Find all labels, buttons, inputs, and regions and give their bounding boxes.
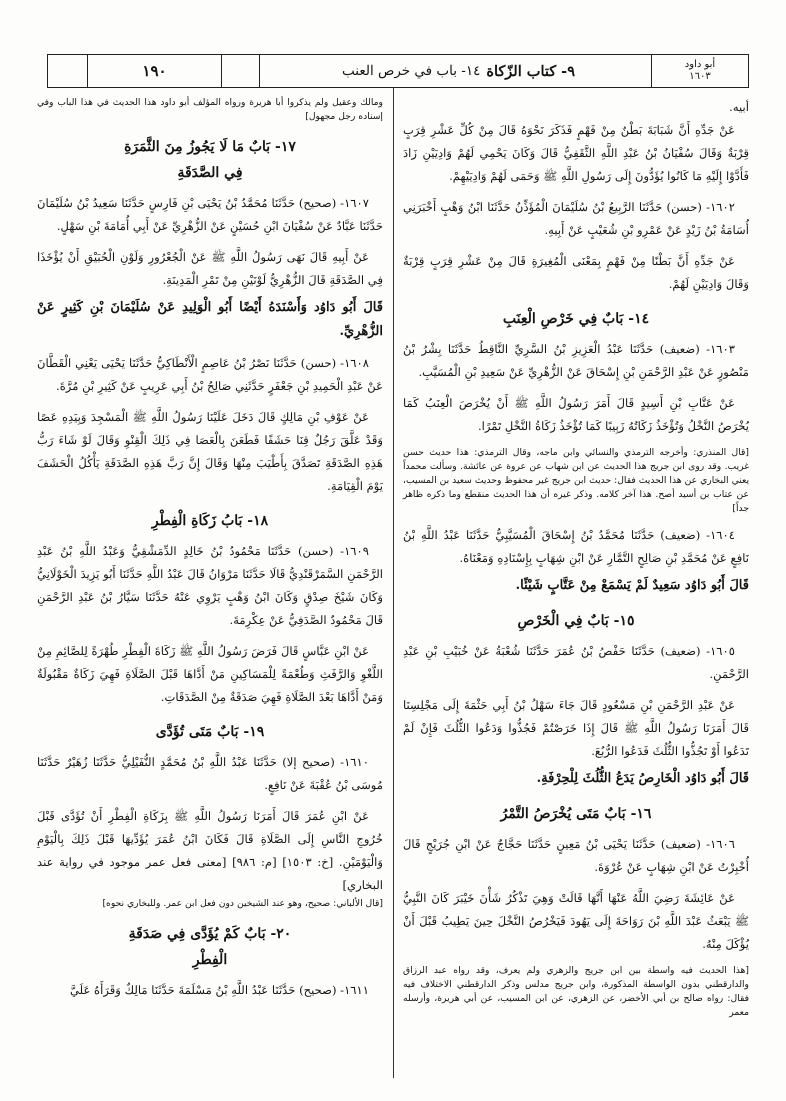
hadith-1603: ١٦٠٣- (ضعيف) حَدَّثَنَا عَبْدُ الْعَزِيزِ بْنُ السَّرِيِّ النَّاقِطُ حَدَّثَنَا بِشْرُ بْنُ مَنْصُورٍ عَنْ عَبْدِ الرَّحْمَنِ بْنِ إِسْحَاقَ عَنْ الزُّهْرِيِّ عَنْ سَعِيدِ بْنِ الْمُسَيَّبِ. [403, 342, 749, 379]
footnote-1603: [قال المنذري: وأخرجه الترمذي والنسائي وابن ماجه، وقال الترمذي: هذا حديث حسن غريب. وقد روى ابن جريج هذا الحديث عن ابن شهاب عن عروة عن عائشة. وسألت محمداً يعني البخاري عن هذا الحديث فقال: حديث ابن جريج غير محفوظ وحديث سعيد بن المسيب، عن عتاب بن أسيد أصح. هذا آخر كلامه. وذكر غيره أن هذا الحديث منقطع وما ذكره ظاهر جداً] [403, 447, 749, 514]
hadith-1605-matn: عَنْ عَبْدِ الرَّحْمَنِ بْنِ مَسْعُودٍ قَالَ جَاءَ سَهْلُ بْنُ أَبِي حَثْمَةَ إِلَى مَجْلِسِنَا قَالَ أَمَرَنَا رَسُولُ اللَّهِ ﷺ قَالَ إِذَا خَرَصْتُمْ فَجُذُّوا وَدَعُوا الثُّلُثَ فَإِنْ لَمْ تَدَعُوا أَوْ تَجُذُّوا الثُّلُثَ فَدَعُوا الرُّبُعَ. [403, 698, 749, 758]
abu-dawud-comment: قَالَ أَبُو دَاوُد سَعِيدٌ لَمْ يَسْمَعْ مِنْ عَتَّابٍ شَيْئًا. [515, 578, 749, 593]
hadith-1609: ١٦٠٩- (حسن) حَدَّثَنَا مَحْمُودُ بْنُ خَالِدٍ الدِّمَشْقِيُّ وَعَبْدُ اللَّهِ بْنُ عَبْدِ الرَّحْمَنِ السَّمَرْقَنْدِيُّ قَالَا حَدَّثَنَا مَرْوَانُ قَالَ عَبْدُ اللَّهِ حَدَّثَنَا أَبُو يَزِيدَ الْخَوْلَانِيُّ وَكَانَ شَيْخَ صِدْقٍ وَكَانَ ابْنُ وَهْبٍ يَرْوِي عَنْهُ حَدَّثَنَا سَيَّارُ بْنُ عَبْدِ الرَّحْمَنِ قَالَ مَحْمُودٌ الصَّدَفِيُّ عَنْ عِكْرِمَةَ. [37, 544, 383, 627]
hadith-1607-matn: عَنْ أَبِيهِ قَالَ نَهَى رَسُولُ اللَّهِ ﷺ عَنْ الْجُعْرُورِ وَلَوْنِ الْحُبَيْقِ أَنْ يُؤْخَذَا فِي الصَّدَقَةِ قَالَ الزُّهْرِيُّ لَوْنَيْنِ مِنْ تَمْرِ الْمَدِينَةِ. [37, 250, 383, 287]
text-paragraph: عَنْ جَدِّهِ أَنَّ شَبَابَةَ بَطْنٌ مِنْ فَهْمٍ فَذَكَرَ نَحْوَهُ قَالَ مِنْ كُلِّ عَشْرِ قِرَبٍ قِرْبَةٌ وَقَالَ سُفْيَانُ بْنُ عَبْدِ اللَّهِ الثَّقَفِيُّ قَالَ وَكَانَ يَحْمِي لَهُمْ وَادِيَيْنِ زَادَ فَأَدَّوْا إِلَيْهِ مَا كَانُوا يُؤَدُّونَ إِلَى رَسُولِ اللَّهِ ﷺ وَحَمَى لَهُمْ وَادِيَيْهِمْ. [403, 123, 749, 183]
chapter-heading-17: ١٧- بَابٌ مَا لَا يَجُوزُ مِنَ الثَّمَرَةِ [124, 139, 296, 155]
hadith-1604: ١٦٠٤- (ضعيف) حَدَّثَنَا مُحَمَّدُ بْنُ إِسْحَاقَ الْمُسَيَّبِيُّ حَدَّثَنَا عَبْدُ اللَّهِ بْنُ نَافِعٍ عَنْ مُحَمَّدِ بْنِ صَالِحٍ التَّمَّارِ عَنْ ابْنِ شِهَابٍ بِإِسْنَادِهِ وَمَعْنَاهُ. [403, 528, 749, 565]
hadith-1606-matn: عَنْ عَائِشَةَ رَضِيَ اللَّهُ عَنْهَا أَنَّهَا قَالَتْ وَهِيَ تَذْكُرُ شَأْنَ خَيْبَرَ كَانَ النَّبِيُّ ﷺ يَبْعَثُ عَبْدَ اللَّهِ بْنَ رَوَاحَةَ إِلَى يَهُودَ فَيَخْرُصُ النَّخْلَ حِينَ يَطِيبُ قَبْلَ أَنْ يُؤْكَلَ مِنْهُ. [403, 891, 749, 951]
chapter-section-title: ١٤- باب في خرص العنب [342, 63, 481, 79]
abu-dawud-comment: قَالَ أَبُو دَاوُد الْخَارِصُ يَدَعُ الثُّلُثَ لِلْحِرْفَةِ. [536, 771, 749, 786]
hadith-range: ١٦٠٣ [689, 71, 711, 82]
footnote-continued: ومالك وعقيل ولم يذكروا أبا هريرة ورواه المؤلف أبو داود هذا الحديث في هذا الباب وفي إسناده رجل مجهول] [37, 97, 383, 122]
book-info [652, 55, 748, 87]
left-column [37, 96, 383, 1002]
hadith-1609-matn: عَنْ ابْنِ عَبَّاسٍ قَالَ فَرَضَ رَسُولُ اللَّهِ ﷺ زَكَاةَ الْفِطْرِ طُهْرَةً لِلصَّائِمِ مِنْ اللَّغْوِ وَالرَّفَثِ وَطُعْمَةً لِلْمَسَاكِينِ مَنْ أَدَّاهَا قَبْلَ الصَّلَاةِ فَهِيَ زَكَاةٌ مَقْبُولَةٌ وَمَنْ أَدَّاهَا بَعْدَ الصَّلَاةِ فَهِيَ صَدَقَةٌ مِنْ الصَّدَقَاتِ. [37, 644, 383, 704]
header-empty-cell [222, 55, 260, 87]
hadith-1607: ١٦٠٧- (صحيح) حَدَّثَنَا مُحَمَّدُ بْنُ يَحْيَى بْنِ فَارِسٍ حَدَّثَنَا سَعِيدُ بْنُ سُلَيْمَانَ حَدَّثَنَا عَبَّادٌ عَنْ سُفْيَانَ ابْنِ حُسَيْنٍ عَنْ الزُّهْرِيِّ عَنْ أَبِي أُمَامَةَ بْنِ سَهْلٍ. [37, 196, 383, 233]
page-number: ١٩٠ [88, 55, 222, 87]
chapter-heading-14: ١٤- بَابٌ فِي خَرْصِ الْعِنَبِ [502, 311, 650, 327]
running-title [260, 55, 652, 87]
book-name: أبو داود [684, 59, 716, 70]
book-chapter-title: ٩- كتاب الزّكاة [486, 62, 575, 80]
chapter-heading-16: ١٦- بَابٌ مَتَى يُخْرَصُ التَّمْرُ [500, 806, 652, 822]
footnote-1610: [قال الألباني: صحيح، وهو عند الشيخين دون فعل ابن عمر. وللبخاري نحوه] [102, 898, 383, 909]
chapter-heading-20-cont: الْفِطْرِ [192, 952, 228, 968]
hadith-1605: ١٦٠٥- (ضعيف) حَدَّثَنَا حَفْصُ بْنُ عُمَرَ حَدَّثَنَا شُعْبَةُ عَنْ خُبَيْبِ بْنِ عَبْدِ الرَّحْمَنِ. [403, 644, 749, 681]
hadith-1608: ١٦٠٨- (حسن) حَدَّثَنَا نَصْرُ بْنُ عَاصِمٍ الْأَنْطَاكِيُّ حَدَّثَنَا يَحْيَى يَعْنِي الْقَطَّانَ عَنْ عَبْدِ الْحَمِيدِ بْنِ جَعْفَرٍ حَدَّثَنِي صَالِحُ بْنُ أَبِي عَرِيبٍ عَنْ كَثِيرِ بْنِ مُرَّةَ. [37, 356, 383, 393]
chapter-heading-19: ١٩- بَابٌ مَتَى تُؤَدَّى [155, 724, 265, 740]
abu-dawud-comment: قَالَ أَبُو دَاوُد وَأَسْنَدَهُ أَيْضًا أَبُو الْوَلِيدِ عَنْ سُلَيْمَانَ بْنِ كَثِيرٍ عَنْ الزُّهْرِيِّ. [37, 300, 383, 339]
hadith-1611: ١٦١١- (صحيح) حَدَّثَنَا عَبْدُ اللَّهِ بْنُ مَسْلَمَةَ حَدَّثَنَا مَالِكٌ وَقَرَأَهُ عَلَيَّ [69, 983, 369, 997]
hadith-1608-matn: عَنْ عَوْفِ بْنِ مَالِكٍ قَالَ دَخَلَ عَلَيْنَا رَسُولُ اللَّهِ ﷺ الْمَسْجِدَ وَبِيَدِهِ عَصًا وَقَدْ عَلَّقَ رَجُلٌ قِنَا حَشَفًا فَطَعَنَ بِالْعَصَا فِي ذَلِكَ الْقِنْوِ وَقَالَ لَوْ شَاءَ رَبُّ هَذِهِ الصَّدَقَةِ تَصَدَّقَ بِأَطْيَبَ مِنْهَا وَقَالَ إِنَّ رَبَّ هَذِهِ الصَّدَقَةِ يَأْكُلُ الْحَشَفَ يَوْمَ الْقِيَامَةِ. [37, 410, 383, 493]
chapter-heading-20: ٢٠- بَابٌ كَمْ يُؤَدَّى فِي صَدَقَةِ [128, 926, 292, 942]
text-paragraph: أبيه. [729, 100, 749, 114]
hadith-1606: ١٦٠٦- (ضعيف) حَدَّثَنَا يَحْيَى بْنُ مَعِينٍ حَدَّثَنَا حَجَّاجٌ عَنْ ابْنِ جُرَيْجٍ قَالَ أُخْبِرْتُ عَنْ ابْنِ شِهَابٍ عَنْ عُرْوَةَ. [403, 837, 749, 874]
chapter-heading-18: ١٨- بَابُ زَكَاةِ الْفِطْرِ [151, 513, 269, 529]
hadith-1610-matn: عَنْ ابْنِ عُمَرَ قَالَ أَمَرَنَا رَسُولُ اللَّهِ ﷺ بِزَكَاةِ الْفِطْرِ أَنْ تُؤَدَّى قَبْلَ خُرُوجِ النَّاسِ إِلَى الصَّلَاةِ قَالَ فَكَانَ ابْنُ عُمَرَ يُؤَدِّيهَا قَبْلَ ذَلِكَ بِالْيَوْمِ وَالْيَوْمَيْنِ. [خ: ١٥٠٣] [م: ٩٨٦] [معنى فعل عمر موجود في رواية عند البخاري] [37, 809, 383, 892]
hadith-1603-matn: عَنْ عَتَّابِ بْنِ أَسِيدٍ قَالَ أَمَرَ رَسُولُ اللَّهِ ﷺ أَنْ يُخْرَصَ الْعِنَبُ كَمَا يُخْرَصُ النَّخْلُ وَتُؤْخَذُ زَكَاتُهُ زَبِيبًا كَمَا تُؤْخَذُ زَكَاةُ النَّخْلِ تَمْرًا. [403, 396, 749, 433]
right-column [403, 96, 749, 1020]
page-header [47, 54, 749, 88]
footnote-1606: [هذا الحديث فيه واسطة بين ابن جريج والزهري ولم يعرف، وقد رواه عبد الرزاق والدارقطني بدون الواسطة المذكورة، وابن جريج مدلس وذكر الدارقطني الاختلاف فيه فقال: رواه صالح بن أبي الأخضر، عن الزهري، عن ابن المسيب، عن أبي هريرة، وأرسله معمر [403, 965, 749, 1018]
chapter-heading-17-cont: فِي الصَّدَقَةِ [177, 165, 243, 181]
hadith-1602-matn: عَنْ جَدِّهِ أَنَّ بَطْنًا مِنْ فَهْمٍ بِمَعْنَى الْمُغِيرَةِ قَالَ مِنْ عَشْرِ قِرَبٍ قِرْبَةٌ وَقَالَ وَادِيَيْنِ لَهُمْ. [403, 254, 749, 291]
column-divider [393, 88, 394, 1078]
hadith-1610: ١٦١٠- (صحيح إلا) حَدَّثَنَا عَبْدُ اللَّهِ بْنُ مُحَمَّدٍ النُّفَيْلِيُّ حَدَّثَنَا زُهَيْرٌ حَدَّثَنَا مُوسَى بْنُ عُقْبَةَ عَنْ نَافِعٍ. [37, 755, 383, 792]
hadith-1602: ١٦٠٢- (حسن) حَدَّثَنَا الرَّبِيعُ بْنُ سُلَيْمَانَ الْمُؤَذِّنُ حَدَّثَنَا ابْنُ وَهْبٍ أَخْبَرَنِي أُسَامَةُ بْنُ زَيْدٍ عَنْ عَمْرِو بْنِ شُعَيْبٍ عَنْ أَبِيهِ. [403, 200, 749, 237]
header-empty-cell [48, 55, 88, 87]
chapter-heading-15: ١٥- بَابٌ فِي الْخَرْصِ [517, 613, 635, 629]
